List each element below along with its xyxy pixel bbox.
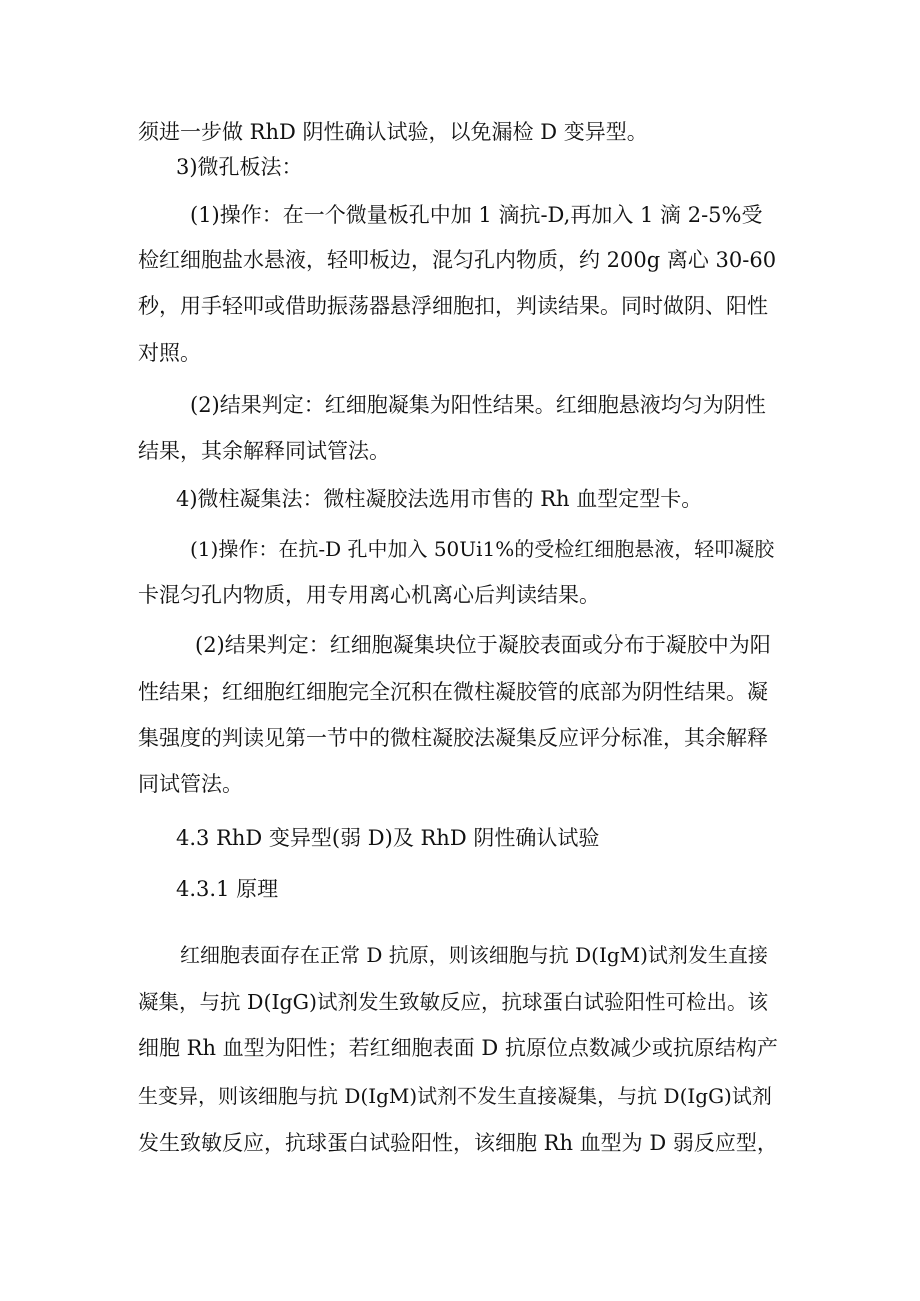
text-line: 红细胞表面存在正常 D 抗原，则该细胞与抗 D(IgM)试剂发生直接 (180, 943, 768, 967)
text-line: 须进一步做 RhD 阴性确认试验，以免漏检 D 变异型。 (138, 120, 648, 144)
text-line: (1)操作：在抗-D 孔中加入 50Ui1%的受检红细胞悬液，轻叩凝胶 (190, 537, 775, 561)
text-line: 检红细胞盐水悬液，轻叩板边，混匀孔内物质，约 200g 离心 30-60 (138, 248, 777, 272)
text-line: 生变异，则该细胞与抗 D(IgM)试剂不发生直接凝集，与抗 D(IgG)试剂 (138, 1084, 772, 1108)
text-line: 凝集，与抗 D(IgG)试剂发生致敏反应，抗球蛋白试验阳性可检出。该 (138, 990, 769, 1014)
text-line: 同试管法。 (138, 772, 243, 796)
section-heading: 4.3 RhD 变异型(弱 D)及 RhD 阴性确认试验 (176, 826, 600, 850)
text-line: 结果，其余解释同试管法。 (138, 439, 390, 463)
text-line: 发生致敏反应，抗球蛋白试验阳性，该细胞 Rh 血型为 D 弱反应型， (138, 1131, 778, 1155)
text-line: 性结果；红细胞红细胞完全沉积在微柱凝胶管的底部为阴性结果。凝 (138, 680, 768, 704)
text-line: 对照。 (138, 341, 201, 365)
text-line: 卡混匀孔内物质，用专用离心机离心后判读结果。 (138, 583, 600, 607)
section-heading: 4)微柱凝集法：微柱凝胶法选用市售的 Rh 血型定型卡。 (176, 487, 703, 511)
text-line: 细胞 Rh 血型为阳性；若红细胞表面 D 抗原位点数减少或抗原结构产 (138, 1036, 778, 1060)
text-line: (2)结果判定：红细胞凝集块位于凝胶表面或分布于凝胶中为阳 (195, 633, 771, 657)
text-line: 秒，用手轻叩或借助振荡器悬浮细胞扣，判读结果。同时做阴、阳性 (138, 294, 768, 318)
text-line: 集强度的判读见第一节中的微柱凝胶法凝集反应评分标准，其余解释 (138, 726, 768, 750)
text-line: (1)操作：在一个微量板孔中加 1 滴抗-D,再加入 1 滴 2-5%受 (190, 203, 763, 227)
text-line: (2)结果判定：红细胞凝集为阳性结果。红细胞悬液均匀为阴性 (190, 393, 766, 417)
subsection-heading: 4.3.1 原理 (176, 877, 279, 901)
section-heading: 3)微孔板法： (176, 155, 303, 179)
